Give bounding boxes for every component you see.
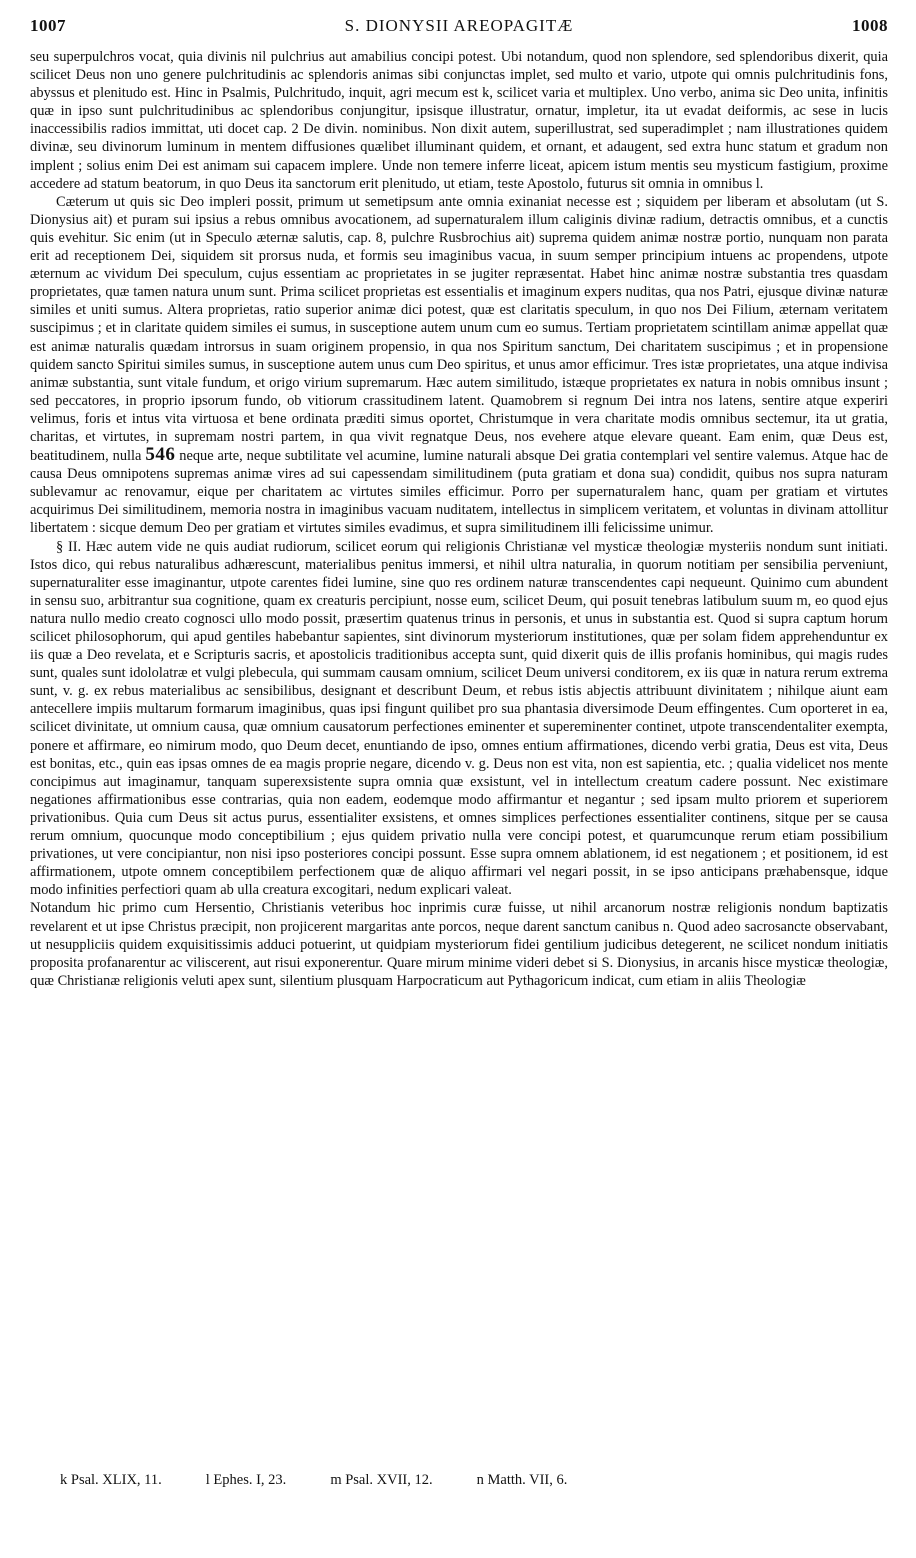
paragraph-1: seu superpulchros vocat, quia divinis nil pulchrius aut amabilius concipi potest. Ubi notandum, quod non splendore, sed splendoribus dixerit, quia scilicet Deus non uno genere pulchritudinis ac splendoris animas sibi conjunctas implet, sed multo et vario, utpote qui omnis pulchritudinis fons, abyssus et plenitudo est. Hinc in Psalmis, Pulchritudo, inquit, agri mecum est k, scilicet varia et multiplex. Uno verbo, anima sic Deo unita, infinitis quæ in ipso sunt pulchritudinibus ac splendoribus conjungitur, ipsisque illustratur, ornatur, impletur, ita ut evadat deiformis, ac sese in lucis inaccessibilis radios immittat, uti docet cap. 2 De divin. nominibus. Non dixit autem, superillustrat, sed superadimplet ; nam illustrationes quidem divinæ, seu divinorum luminum in mentem diffusiones quælibet illuminant quidem, et ornant, et adaugent, sed extra hunc statum et gradum non implent ; solius enim Dei est animam sui capacem implere. Unde non temere inferre liceat, apicem istum mentis seu mysticum fastigium, proxime accedere ad statum beatorum, in quo Deus ita sanctorum erit plenitudo, ut etiam, teste Apostolo, futurus sit omnia in omnibus l. <box>30 49 888 192</box>
footnote-n: n Matth. VII, 6. <box>476 1472 568 1488</box>
page-marker: 546 <box>145 444 176 466</box>
paragraph-section-2: § II. Hæc autem vide ne quis audiat rudiorum, scilicet eorum qui religionis Christianæ vel mysticæ theologiæ mysteriis nondum sunt initiati. Istos dico, qui rebus naturalibus adhærescunt, materialibus penitus immersi, et nihil ultra naturalia, in quorum notitiam per sensibilia perveniunt, supernaturaliter esse imaginantur, utpote carentes fidei lumine, sine quo res ordinem naturæ transcendentes capi nequeunt. Quinimo cum abundent in sensu suo, arbitrantur sua cognitione, quam ex creaturis percipiunt, nosse eum, scilicet Deum, qui posuit tenebras latibulum suum m, eo quod ejus natura nullo medio creato cognosci ullo modo possit, præsertim quatenus trinus in personis, et unus in substantia est. Quod si supra captum horum scilicet philosophorum, qui apud gentiles habebantur sapientes, sint divinorum mysteriorum institutiones, quæ per solam fidem apprehenduntur ex iis quæ a Deo revelata, et e Scripturis sacris, et apostolicis traditionibus accepta sunt, quid dixerit quis de illis profanis hominibus, qui magis rudes sunt, quales sunt idololatræ et vulgi plebecula, qui summam causam omnium, scilicet Deum universi conditorem, ex iis quæ in natura rerum extrema sunt, v. g. ex rebus materialibus ac sensibilibus, designant et describunt Deum, et rebus istis abjectis attribuunt divinitatem ; nihilque aiunt eam antecellere impiis multarum formarum imaginibus, quas ipsi fingunt quilibet pro sua phantasia diversimode Deum effingentes. Cum oporteret in ea, scilicet divinitate, ut omnium causa, quæ omnium causatorum perfectiones eminenter et supereminenter continet, utpote transcendentaliter exempta, ponere et affirmare, eo nimirum modo, quo Deum decet, enuntiando de ipso, omnes entium affirmationes, dicendo verbi gratia, Deus est vita, Deus est bonitas, etc., quin eas ipsas omnes de ea magis proprie negare, dicendo v. g. Deus non est vita, non est sapientia, etc. ; qualia videlicet nos mente concipimus aut imaginamur, tanquam superexsistente supra omnia quæ exsistunt, vel in intellectum creatum cadere possunt. Nec existimare negationes affirmationibus esse contrarias, quia non eadem, eodemque modo affirmantur et negantur ; sed ipsam multo priorem et superiorem privationibus. Quia cum Deus sit actus purus, essentialiter exsistens, et omnes simplices perfectiones essentialiter continens, sitque per se causa rerum omnium, quocunque modo conceptibilium ; ejus quidem privatio nulla vere concipi potest, et quarumcunque rerum etiam possibilium privationes, ut vere concipiantur, non nisi ipso posteriores concipi possunt. Esse supra omnem ablationem, id est negationem ; et positionem, id est affirmationem, utpote omnem conceptibilem perfectionem quæ de aliquo affirmari vel negari possit, in se ipso anticipans præhabensque, idque modo infinities perfectiori quam ab ulla creatura excogitari, nedum explicari valeat. <box>30 538 888 899</box>
body-text <box>30 48 888 990</box>
footnote-k: k Psal. XLIX, 11. <box>60 1472 162 1488</box>
column-number-left: 1007 <box>30 16 66 35</box>
paragraph-2-text: Cæterum ut quis sic Deo impleri possit, primum ut semetipsum ante omnia exinaniat necesse est ; siquidem per liberam et absolutam (ut S. Dionysius ait) et puram sui ipsius a rebus omnibus avocationem, ad supernaturalem illum caliginis divinæ radium, detractis omnibus, et a cunctis quis evehitur. Sic enim (ut in Speculo æternæ salutis, cap. 8, pulchre Rusbrochius ait) suprema quidem animæ nostræ portio, nunquam non parata erit ad receptionem Dei, siquidem sit prorsus nuda, et formis seu imaginibus vacua, in suum semper principium intuens ac propendens, utpote æternum ac vividum Dei speculum, cujus essentiam ac proprietates in se jugiter repræsentat. Habet hinc animæ nostræ substantia tres quasdam proprietates, quæ tamen natura unum sunt. Prima scilicet proprietas est essentialis et imaginum expers nuditas, qua nos Patri, ejusque divinæ naturæ similes et uniti sumus. Altera proprietas, ratio superior animæ dici potest, quæ est claritatis speculum, in quo nos Dei Filium, æternam veritatem suscipimus ; et in claritate quidem similes ei sumus, in susceptione autem unum cum eo sumus. Tertiam proprietatem scintillam animæ appellat quæ est animæ naturalis quædam introrsus in suam originem propensio, in qua nos Spiritum sanctum, Dei charitatem suscipimus ; et in propensione quidem sancto Spiritui similes sumus, in susceptione autem unus cum Deo spiritus, et unus amor efficimur. Tres istæ proprietates, una atque indivisa animæ substantia, sunt vitale fundum, et origo virium supremarum. Hæc autem similitudo, istæque proprietates ex natura in nobis omnibus insunt ; sed peccatores, in proprio ipsorum fundo, ob vitiorum crassitudinem latent. Quamobrem si regnum Dei intra nos latens, sentire atque experiri velimus, foris et intus vita virtuosa et bene ordinata præditi simus oportet, Christumque in vera charitate modis omnibus sectemur, ita ut gratia, charitas, et virtutes, in supremam nostri partem, in qua vivit regnatque Deus, nos evehere atque elevare queant. Eam enim, quæ Deus est, beatitudinem, nulla <box>30 193 888 465</box>
paragraph-2 <box>30 193 888 538</box>
running-head <box>30 10 888 42</box>
footnote-l: l Ephes. I, 23. <box>205 1472 287 1488</box>
running-title: S. DIONYSII AREOPAGITÆ <box>344 16 574 35</box>
footnote-m: m Psal. XVII, 12. <box>330 1472 433 1488</box>
column-number-right: 1008 <box>851 16 888 35</box>
paragraph-2-continuation: neque arte, neque subtilitate vel acumine, lumine naturali absque Dei gratia contemplari vel sentire valemus. Atque hac de causa Deus omnipotens supremas animæ vires ad sui capessendam similitudinem (puta gratiam et dona sua) condidit, quibus nos supra naturam sublevamur ac renovamur, eique per charitatem ac virtutes similes efficimur. Porro per supernaturalem hanc, quam per gratiam et virtutes acquirimus Dei similitudinem, memoria nostra in imaginibus vacuam nuditatem, intellectus in simplicem veritatem, et voluntas in divinam attollitur libertatem : sicque demum Deo per gratiam et virtutes similes evadimus, et supra similitudinem illi felicissime unimur. <box>30 448 888 537</box>
footnotes <box>60 1472 876 1489</box>
paragraph-notandum: Notandum hic primo cum Hersentio, Christianis veteribus hoc inprimis curæ fuisse, ut nihil arcanorum nostræ religionis nondum baptizatis revelarent et ut ipse Christus præcipit, non projicerent margaritas ante porcos, neque darent sanctum canibus n. Quod adeo sacrosancte observabant, ut nesuppliciis quidem exquisitissimis adduci potuerint, ut quidpiam mysteriorum fidei gentilium judicibus detegerent, ne scilicet nondum initiatis proposita profanarentur ac viliscerent, aut risui exponerentur. Quare mirum minime videri debet si S. Dionysius, in arcanis hisce mysticæ theologiæ, quæ Christianæ religionis veluti apex sunt, silentium plusquam Harpocraticum aut Pythagoricum indicat, cum etiam in aliis Theologiæ <box>30 900 888 989</box>
